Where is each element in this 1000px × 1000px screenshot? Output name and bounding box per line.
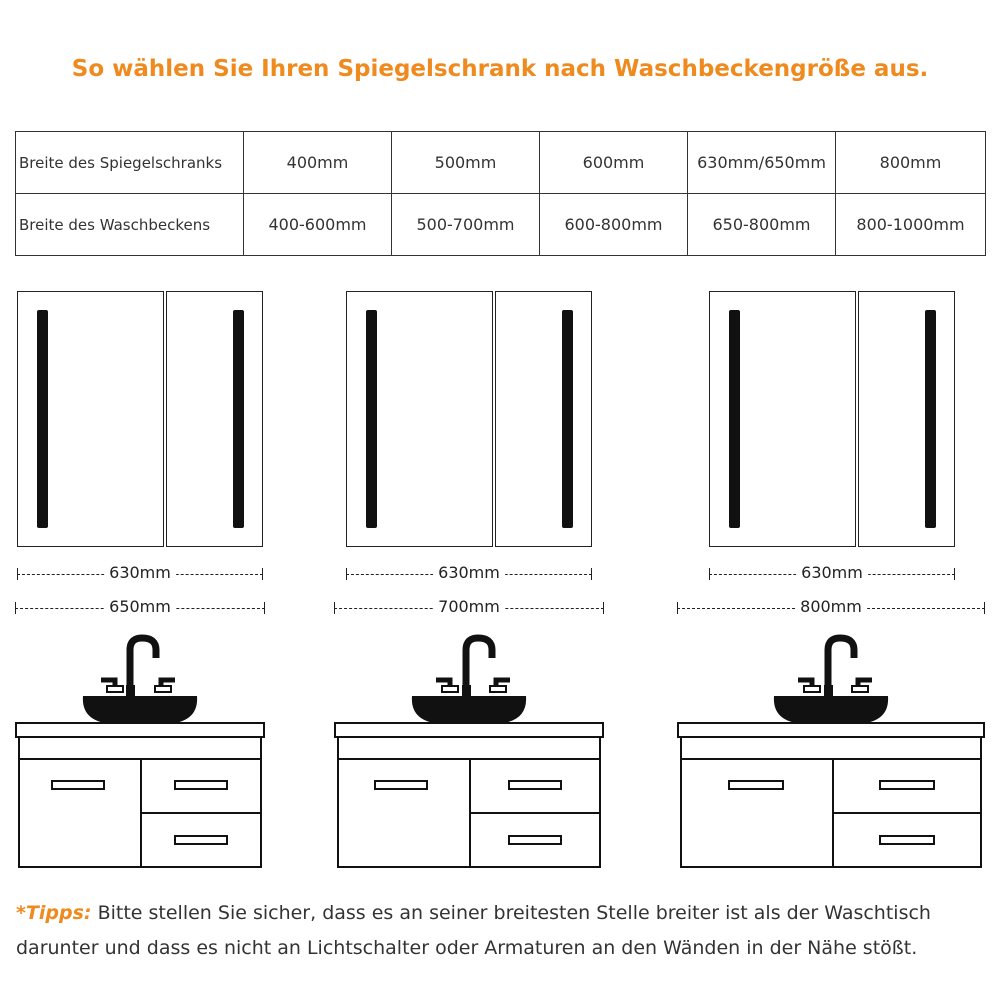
page-title: So wählen Sie Ihren Spiegelschrank nach Waschbeckengröße aus. xyxy=(71,56,929,82)
size-table xyxy=(15,131,986,256)
tips-label: *Tipps: xyxy=(16,902,92,924)
handle xyxy=(375,781,427,789)
basin-bowl xyxy=(774,696,888,724)
row-header-basin-width: Breite des Waschbeckens xyxy=(16,194,244,256)
led-strip xyxy=(562,310,573,528)
handle xyxy=(880,836,934,844)
led-strip xyxy=(233,310,244,528)
handle xyxy=(509,781,561,789)
countertop xyxy=(335,723,603,737)
table-cell: 600mm xyxy=(540,132,688,194)
table-cell: 650-800mm xyxy=(688,194,836,256)
cabinet-width-dimension xyxy=(346,564,592,584)
table-cell: 400-600mm xyxy=(244,194,392,256)
table-cell: 600-800mm xyxy=(540,194,688,256)
basin-bowl xyxy=(83,696,197,724)
handle xyxy=(880,781,934,789)
table-cell: 630mm/650mm xyxy=(688,132,836,194)
tips-text: Bitte stellen Sie sicher, dass es an seiner breitesten Stelle breiter ist als der Waschtisch darunter und dass es nicht an Lichtschalter oder Armaturen an den Wänden in der Nähe stößt. xyxy=(16,902,931,959)
handle xyxy=(175,781,227,789)
led-strip xyxy=(366,310,377,528)
table-cell: 800mm xyxy=(836,132,986,194)
cabinet-width-dimension xyxy=(17,564,263,584)
basin-bowl xyxy=(412,696,526,724)
handle xyxy=(175,836,227,844)
sink-width-label: 800mm xyxy=(795,597,867,616)
mirror-cabinet-right-door xyxy=(166,291,263,547)
vanity-unit-illustration xyxy=(677,630,987,870)
faucet-icon xyxy=(798,638,872,699)
handle xyxy=(52,781,104,789)
cabinet-width-label: 630mm xyxy=(796,563,868,582)
row-header-cabinet-width: Breite des Spiegelschranks xyxy=(16,132,244,194)
mirror-cabinet-right-door xyxy=(495,291,592,547)
cabinet-width-dimension xyxy=(709,564,955,584)
tips-note xyxy=(16,896,991,966)
mirror-cabinet-right-door xyxy=(858,291,955,547)
sink-width-dimension xyxy=(677,598,985,618)
table-row xyxy=(16,132,986,194)
countertop xyxy=(16,723,264,737)
table-cell: 500-700mm xyxy=(392,194,540,256)
table-row xyxy=(16,194,986,256)
table-cell: 800-1000mm xyxy=(836,194,986,256)
handle xyxy=(729,781,783,789)
table-cell: 400mm xyxy=(244,132,392,194)
mirror-cabinet-left-door xyxy=(17,291,164,547)
cabinet-width-label: 630mm xyxy=(104,563,176,582)
handle xyxy=(509,836,561,844)
led-strip xyxy=(37,310,48,528)
vanity-unit-illustration xyxy=(15,630,267,870)
faucet-icon xyxy=(101,638,175,699)
sink-width-label: 650mm xyxy=(104,597,176,616)
mirror-cabinet-left-door xyxy=(346,291,493,547)
faucet-icon xyxy=(436,638,510,699)
table-cell: 500mm xyxy=(392,132,540,194)
mirror-cabinet-left-door xyxy=(709,291,856,547)
sink-width-dimension xyxy=(334,598,604,618)
vanity-unit-illustration xyxy=(334,630,606,870)
sink-width-dimension xyxy=(15,598,265,618)
sink-width-label: 700mm xyxy=(433,597,505,616)
countertop xyxy=(678,723,984,737)
cabinet-width-label: 630mm xyxy=(433,563,505,582)
led-strip xyxy=(729,310,740,528)
led-strip xyxy=(925,310,936,528)
